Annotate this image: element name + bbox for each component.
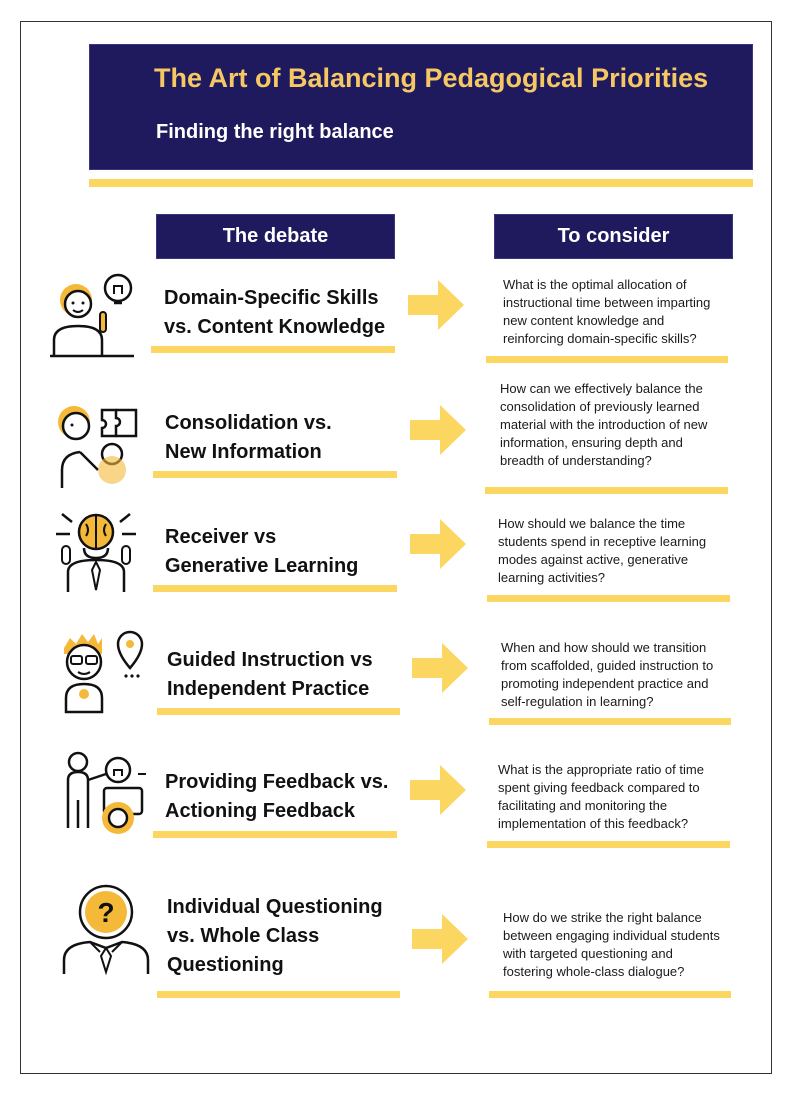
lightbulb-idea-person-icon xyxy=(48,270,140,362)
consider-line: from scaffolded, guided instruction to xyxy=(501,658,714,673)
consider-text xyxy=(498,761,704,833)
consider-line: students spend in receptive learning xyxy=(498,534,707,549)
consider-line: fostering whole-class dialogue? xyxy=(503,964,685,979)
debate-title xyxy=(165,409,332,467)
consider-line: What is the optimal allocation of xyxy=(503,277,687,292)
student-location-pin-icon xyxy=(54,628,146,720)
consider-underline xyxy=(487,595,730,602)
debate-title xyxy=(165,768,388,826)
consider-line: How should we balance the time xyxy=(498,516,686,531)
debate-title xyxy=(164,284,385,342)
brain-thinking-person-icon xyxy=(50,506,142,598)
page-title: The Art of Balancing Pedagogical Priorities xyxy=(154,63,709,93)
consider-line: promoting independent practice and xyxy=(501,676,709,691)
page-subtitle: Finding the right balance xyxy=(156,121,394,143)
consider-text xyxy=(498,515,706,587)
arrow-right-icon xyxy=(410,519,466,569)
debate-underline xyxy=(153,831,397,838)
consider-line: information, ensuring depth and xyxy=(500,435,683,450)
debate-title-line: Consolidation vs. xyxy=(165,412,332,434)
debate-title xyxy=(167,646,373,704)
consider-line: self-regulation in learning? xyxy=(501,694,654,709)
column-header-consider: To consider xyxy=(494,214,733,259)
question-head-person-icon xyxy=(60,884,152,976)
svg-text:?: ? xyxy=(97,897,115,928)
debate-title-line: Independent Practice xyxy=(167,678,370,700)
consider-underline xyxy=(485,487,728,494)
debate-title-line: vs. Whole Class xyxy=(167,925,320,947)
consider-line: spent giving feedback compared to xyxy=(498,780,700,795)
consider-line: new content knowledge and xyxy=(503,313,665,328)
consider-line: modes against active, generative xyxy=(498,552,689,567)
consider-text xyxy=(503,909,720,981)
debate-title-line: New Information xyxy=(165,441,322,463)
debate-title-line: Providing Feedback vs. xyxy=(165,771,389,793)
arrow-right-icon xyxy=(410,405,466,455)
debate-title-line: Actioning Feedback xyxy=(165,800,356,822)
consider-line: with targeted questioning and xyxy=(503,946,673,961)
consider-underline xyxy=(487,841,730,848)
debate-title-line: Domain-Specific Skills xyxy=(164,287,379,309)
debate-title-line: Guided Instruction vs xyxy=(167,649,373,671)
arrow-right-icon xyxy=(412,914,468,964)
debate-title xyxy=(167,893,383,980)
debate-underline xyxy=(153,585,397,592)
consider-line: material with the introduction of new xyxy=(500,417,708,432)
banner-underline xyxy=(89,179,753,187)
consider-line: reinforcing domain-specific skills? xyxy=(503,331,697,346)
consider-line: learning activities? xyxy=(498,570,605,585)
presenter-feedback-icon xyxy=(58,748,150,840)
column-header-debate: The debate xyxy=(156,214,395,259)
consider-line: When and how should we transition xyxy=(501,640,707,655)
consider-line: breadth of understanding? xyxy=(500,453,652,468)
debate-title-line: Questioning xyxy=(167,954,284,976)
debate-underline xyxy=(157,991,400,998)
debate-title-line: Receiver vs xyxy=(165,526,277,548)
consider-line: facilitating and monitoring the xyxy=(498,798,668,813)
debate-title-line: vs. Content Knowledge xyxy=(164,316,386,338)
consider-text xyxy=(501,639,713,711)
consider-underline xyxy=(489,991,731,998)
consider-text xyxy=(500,380,707,470)
consider-line: consolidation of previously learned xyxy=(500,399,700,414)
consider-underline xyxy=(489,718,731,725)
consider-line: implementation of this feedback? xyxy=(498,816,689,831)
title-banner xyxy=(89,44,753,170)
arrow-right-icon xyxy=(410,765,466,815)
debate-underline xyxy=(157,708,400,715)
puzzle-thinking-person-icon xyxy=(50,400,142,492)
arrow-right-icon xyxy=(408,280,464,330)
arrow-right-icon xyxy=(412,643,468,693)
debate-underline xyxy=(153,471,397,478)
debate-underline xyxy=(151,346,395,353)
consider-text xyxy=(503,276,710,348)
consider-line: How can we effectively balance the xyxy=(500,381,703,396)
consider-line: What is the appropriate ratio of time xyxy=(498,762,704,777)
debate-title-line: Generative Learning xyxy=(165,555,359,577)
debate-title-line: Individual Questioning xyxy=(167,896,383,918)
consider-line: How do we strike the right balance xyxy=(503,910,702,925)
consider-underline xyxy=(486,356,728,363)
consider-line: between engaging individual students xyxy=(503,928,720,943)
debate-title xyxy=(165,523,358,581)
consider-line: instructional time between imparting xyxy=(503,295,711,310)
